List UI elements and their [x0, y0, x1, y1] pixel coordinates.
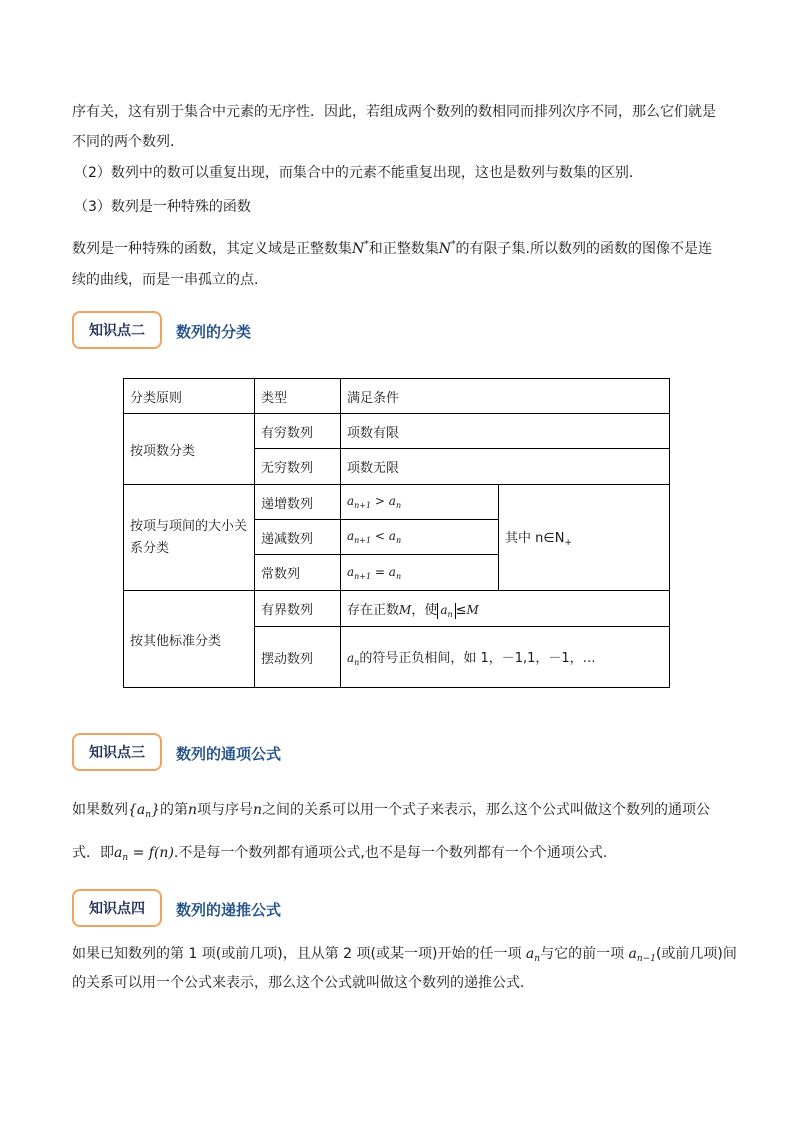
func-n1: N: [352, 241, 365, 257]
func-text-a: 数列是一种特殊的函数，其定义域是正整数集: [72, 241, 352, 257]
general-term-line-2: 式．即$a_n = f(n)$.不是每一个数列都有通项公式,也不是每一个数列都有一个个通项公式.: [72, 845, 608, 863]
table-row: [124, 591, 670, 627]
header-condition: 满足条件: [341, 379, 670, 414]
table-header-row: [124, 379, 670, 414]
classification-table: [123, 378, 670, 688]
section-badge-4: 知识点四: [72, 889, 162, 927]
cond-increasing: $a_{n+1} > a_n$: [341, 485, 499, 520]
cond-finite: 项数有限: [341, 414, 670, 449]
intro-line-2: 不同的两个数列．: [72, 134, 184, 150]
general-term-line-1: 如果数列$\{a_n\}$的第n项与序号n之间的关系可以用一个式子来表示，那么这个公式叫做这个数列的通项公: [72, 802, 711, 820]
header-type: 类型: [255, 379, 341, 414]
header-principle: 分类原则: [124, 379, 255, 414]
principle-other: 按其他标准分类: [124, 591, 255, 688]
type-decreasing: 递减数列: [255, 520, 341, 555]
type-finite: 有穷数列: [255, 414, 341, 449]
type-increasing: 递增数列: [255, 485, 341, 520]
type-oscillating: 摆动数列: [255, 627, 341, 688]
recursive-line-2: 的关系可以用一个公式来表示，那么这个公式就叫做这个数列的递推公式．: [72, 975, 534, 991]
section-title-3: 数列的通项公式: [176, 745, 282, 763]
cond-bounded: 存在正数M，使 $a_n \le M$: [341, 591, 670, 627]
cond-decreasing: $a_{n+1} < a_n$: [341, 520, 499, 555]
intro-item-3: （3）数列是一种特殊的函数: [74, 199, 251, 215]
func-star2: *: [451, 240, 456, 250]
function-paragraph-line-1: [72, 235, 712, 259]
principle-by-count: 按项数分类: [124, 414, 255, 485]
cond-infinite: 项数无限: [341, 449, 670, 485]
type-infinite: 无穷数列: [255, 449, 341, 485]
type-constant: 常数列: [255, 555, 341, 591]
table-row: [124, 414, 670, 449]
recursive-line-1: 如果已知数列的第 1 项(或前几项)，且从第 2 项(或某一项)开始的任一项 $a_n$与它的前一项 $a_{n-1}$(或前几项)间: [72, 946, 737, 964]
function-paragraph-line-2: 续的曲线，而是一串孤立的点.: [72, 272, 259, 288]
cond-oscillating: $a_n$的符号正负相间，如 1，－1,1，－1，…: [341, 627, 670, 688]
func-n2: N: [438, 241, 451, 257]
intro-line-1: 序有关，这有别于集合中元素的无序性．因此，若组成两个数列的数相同而排列次序不同，那么它们就是: [72, 104, 716, 120]
section-title-2: 数列的分类: [176, 323, 252, 341]
func-text-b: 和正整数集: [368, 241, 439, 257]
intro-item-2: （2）数列中的数可以重复出现，而集合中的元素不能重复出现，这也是数列与数集的区别．: [74, 165, 643, 181]
section-badge-2: 知识点二: [72, 311, 162, 349]
cond-constant: $a_{n+1} = a_n$: [341, 555, 499, 591]
func-text-c: 的有限子集.所以数列的函数的图像不是连: [455, 241, 712, 257]
type-bounded: 有界数列: [255, 591, 341, 627]
principle-by-size: 按项与项间的大小关系分类: [124, 485, 255, 591]
table-row: [124, 485, 670, 520]
section-badge-3: 知识点三: [72, 733, 162, 771]
section-title-4: 数列的递推公式: [176, 901, 282, 919]
func-star1: *: [364, 240, 369, 250]
cond-note: 其中 $n\in N_+$: [499, 485, 670, 591]
